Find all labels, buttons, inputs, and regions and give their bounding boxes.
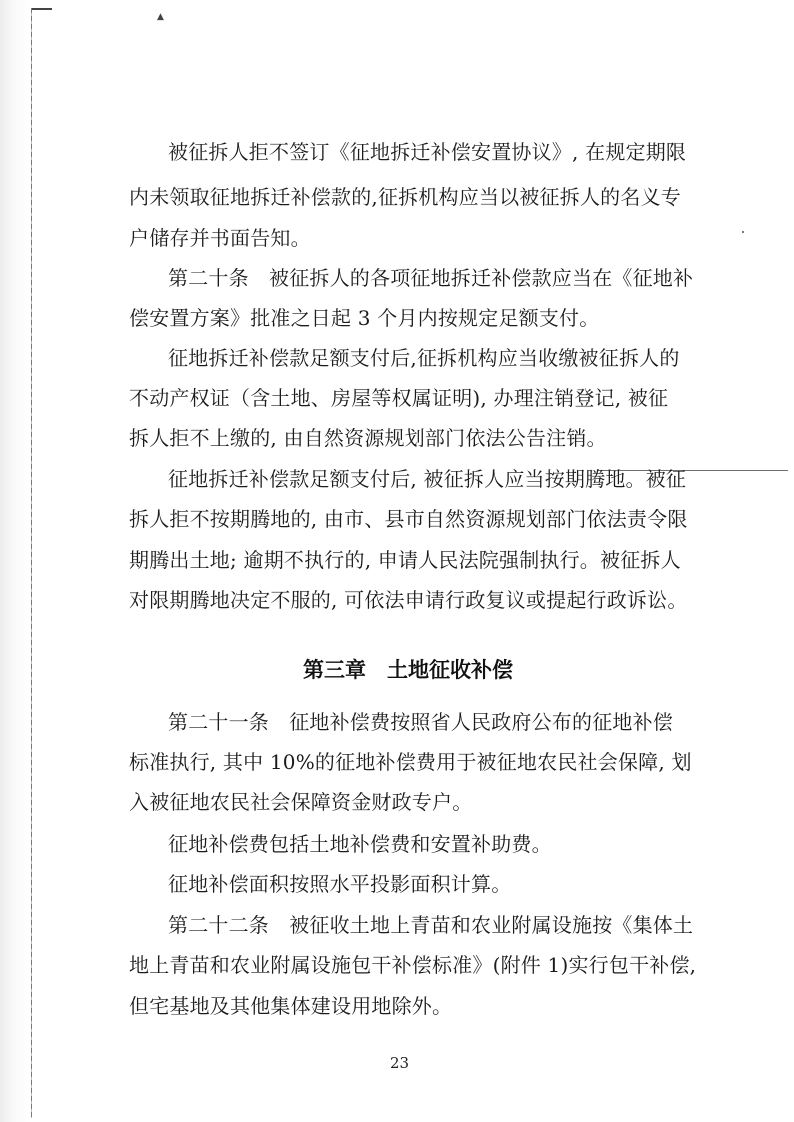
text-line: 但宅基地及其他集体建设用地除外。: [129, 994, 453, 1018]
text-line: 征地补偿面积按照水平投影面积计算。: [168, 872, 512, 896]
text-line: 第二十二条 被征收土地上青苗和农业附属设施按《集体土: [168, 913, 694, 937]
text-line: 对限期腾地决定不服的, 可依法申请行政复议或提起行政诉讼。: [129, 588, 688, 612]
scan-speck: ▲: [157, 12, 164, 22]
text-line: 户储存并书面告知。: [129, 226, 311, 250]
scan-speck: [742, 231, 744, 233]
text-line: 被征拆人拒不签订《征地拆迁补偿安置协议》, 在规定期限: [168, 140, 687, 164]
page-number: 23: [390, 1054, 410, 1072]
binding-line: [31, 8, 32, 1118]
corner-mark: [32, 8, 52, 10]
chapter-heading: 第三章 土地征收补偿: [303, 658, 513, 682]
text-line: 偿安置方案》批准之日起 3 个月内按规定足额支付。: [129, 306, 600, 330]
text-line: 地上青苗和农业附属设施包干补偿标准》(附件 1)实行包干补偿,: [129, 953, 697, 977]
text-line: 期腾出土地; 逾期不执行的, 申请人民法院强制执行。被征拆人: [129, 548, 681, 572]
text-line: 入被征地农民社会保障资金财政专户。: [129, 790, 473, 814]
text-line: 征地拆迁补偿款足额支付后,征拆机构应当收缴被征拆人的: [168, 346, 680, 370]
text-line: 不动产权证（含土地、房屋等权属证明), 办理注销登记, 被征: [129, 386, 669, 410]
text-line: 拆人拒不上缴的, 由自然资源规划部门依法公告注销。: [129, 426, 607, 450]
text-line: 第二十条 被征拆人的各项征地拆迁补偿款应当在《征地补: [168, 266, 694, 290]
text-line: 标准执行, 其中 10%的征地补偿费用于被征地农民社会保障, 划: [129, 750, 692, 774]
text-line: 征地拆迁补偿款足额支付后, 被征拆人应当按期腾地。被征: [168, 467, 687, 491]
text-line: 征地补偿费包括土地补偿费和安置补助费。: [168, 832, 552, 856]
scan-edge: [0, 0, 30, 1122]
text-line: 拆人拒不按期腾地的, 由市、县市自然资源规划部门依法责令限: [129, 507, 688, 531]
text-line: 内未领取征地拆迁补偿款的,征拆机构应当以被征拆人的名义专: [129, 185, 681, 209]
text-line: 第二十一条 征地补偿费按照省人民政府公布的征地补偿: [168, 710, 673, 734]
